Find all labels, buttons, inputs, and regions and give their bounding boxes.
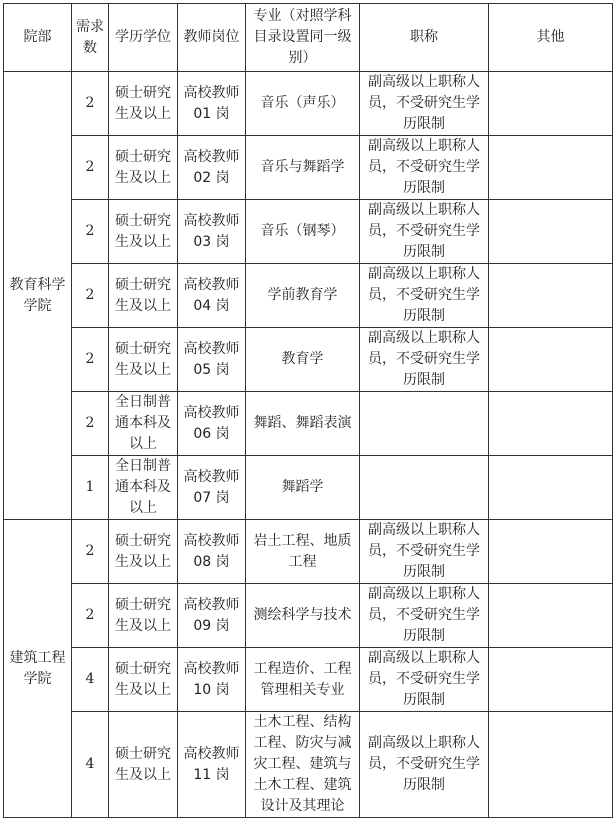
table-row — [4, 648, 613, 712]
header-count: 需求数 — [72, 4, 109, 72]
header-post: 教师岗位 — [178, 4, 246, 72]
count-cell: 2 — [72, 392, 109, 456]
title-cell: 副高级以上职称人员，不受研究生学历限制 — [360, 328, 489, 392]
edu-cell: 硕士研究生及以上 — [109, 328, 178, 392]
edu-cell: 硕士研究生及以上 — [109, 712, 178, 818]
other-cell — [489, 264, 613, 328]
edu-cell: 硕士研究生及以上 — [109, 136, 178, 200]
table-row — [4, 584, 613, 648]
post-cell: 高校教师 08 岗 — [178, 520, 246, 584]
table-row — [4, 264, 613, 328]
post-cell: 高校教师 11 岗 — [178, 712, 246, 818]
header-major: 专业（对照学科目录设置同一级别） — [246, 4, 360, 72]
header-row — [4, 4, 613, 72]
other-cell — [489, 200, 613, 264]
other-cell — [489, 136, 613, 200]
post-cell: 高校教师 02 岗 — [178, 136, 246, 200]
count-cell: 2 — [72, 200, 109, 264]
edu-cell: 全日制普通本科及以上 — [109, 392, 178, 456]
edu-cell: 硕士研究生及以上 — [109, 72, 178, 136]
count-cell: 4 — [72, 648, 109, 712]
major-cell: 测绘科学与技术 — [246, 584, 360, 648]
count-cell: 2 — [72, 328, 109, 392]
table-row — [4, 136, 613, 200]
table-row — [4, 712, 613, 818]
other-cell — [489, 584, 613, 648]
other-cell — [489, 648, 613, 712]
header-title: 职称 — [360, 4, 489, 72]
header-dept: 院部 — [4, 4, 72, 72]
count-cell: 2 — [72, 264, 109, 328]
count-cell: 1 — [72, 456, 109, 520]
table-row — [4, 392, 613, 456]
post-cell: 高校教师 03 岗 — [178, 200, 246, 264]
post-cell: 高校教师 01 岗 — [178, 72, 246, 136]
dept-cell: 教育科学学院 — [4, 72, 72, 520]
title-cell: 副高级以上职称人员，不受研究生学历限制 — [360, 712, 489, 818]
title-cell: 副高级以上职称人员，不受研究生学历限制 — [360, 264, 489, 328]
post-cell: 高校教师 04 岗 — [178, 264, 246, 328]
edu-cell: 硕士研究生及以上 — [109, 520, 178, 584]
other-cell — [489, 328, 613, 392]
table-row — [4, 328, 613, 392]
title-cell: 副高级以上职称人员，不受研究生学历限制 — [360, 136, 489, 200]
edu-cell: 全日制普通本科及以上 — [109, 456, 178, 520]
major-cell: 舞蹈、舞蹈表演 — [246, 392, 360, 456]
other-cell — [489, 712, 613, 818]
title-cell: 副高级以上职称人员，不受研究生学历限制 — [360, 200, 489, 264]
dept-cell: 建筑工程学院 — [4, 520, 72, 818]
major-cell: 教育学 — [246, 328, 360, 392]
edu-cell: 硕士研究生及以上 — [109, 200, 178, 264]
table-row — [4, 72, 613, 136]
count-cell: 2 — [72, 584, 109, 648]
recruitment-table — [3, 3, 613, 818]
count-cell: 4 — [72, 712, 109, 818]
major-cell: 学前教育学 — [246, 264, 360, 328]
major-cell: 土木工程、结构工程、防灾与减灾工程、建筑与土木工程、建筑设计及其理论 — [246, 712, 360, 818]
count-cell: 2 — [72, 72, 109, 136]
other-cell — [489, 456, 613, 520]
edu-cell: 硕士研究生及以上 — [109, 648, 178, 712]
major-cell: 音乐（钢琴） — [246, 200, 360, 264]
title-cell — [360, 456, 489, 520]
title-cell: 副高级以上职称人员，不受研究生学历限制 — [360, 72, 489, 136]
table-row — [4, 520, 613, 584]
major-cell: 工程造价、工程管理相关专业 — [246, 648, 360, 712]
major-cell: 音乐与舞蹈学 — [246, 136, 360, 200]
major-cell: 音乐（声乐） — [246, 72, 360, 136]
header-edu: 学历学位 — [109, 4, 178, 72]
other-cell — [489, 392, 613, 456]
post-cell: 高校教师 06 岗 — [178, 392, 246, 456]
count-cell: 2 — [72, 136, 109, 200]
post-cell: 高校教师 05 岗 — [178, 328, 246, 392]
title-cell — [360, 392, 489, 456]
title-cell: 副高级以上职称人员，不受研究生学历限制 — [360, 520, 489, 584]
edu-cell: 硕士研究生及以上 — [109, 584, 178, 648]
post-cell: 高校教师 10 岗 — [178, 648, 246, 712]
title-cell: 副高级以上职称人员，不受研究生学历限制 — [360, 648, 489, 712]
count-cell: 2 — [72, 520, 109, 584]
major-cell: 舞蹈学 — [246, 456, 360, 520]
table-row — [4, 200, 613, 264]
major-cell: 岩土工程、地质工程 — [246, 520, 360, 584]
post-cell: 高校教师 09 岗 — [178, 584, 246, 648]
title-cell: 副高级以上职称人员，不受研究生学历限制 — [360, 584, 489, 648]
other-cell — [489, 520, 613, 584]
other-cell — [489, 72, 613, 136]
table-row — [4, 456, 613, 520]
edu-cell: 硕士研究生及以上 — [109, 264, 178, 328]
header-other: 其他 — [489, 4, 613, 72]
post-cell: 高校教师 07 岗 — [178, 456, 246, 520]
